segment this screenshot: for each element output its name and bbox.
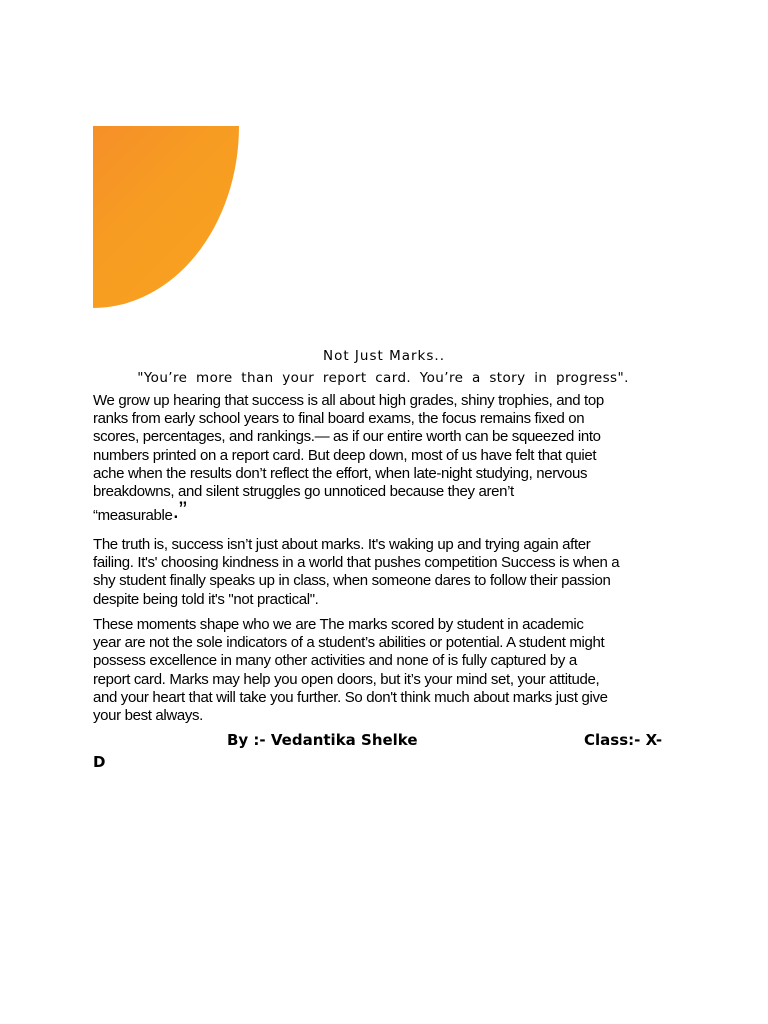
author-name: By :- Vedantika Shelke (227, 731, 418, 749)
article-title: Not Just Marks.. (322, 348, 445, 364)
paragraph-line: These moments shape who we are The marks scored by student in academic (93, 616, 584, 633)
paragraph-line: The truth is, success isn’t just about marks. It's waking up and trying again after (93, 536, 591, 553)
paragraph-line: breakdowns, and silent struggles go unnoticed because they aren’t (93, 483, 514, 501)
closing-quote: .” (172, 497, 187, 525)
paragraph-1 (93, 392, 683, 527)
orange-gradient-shape (93, 126, 239, 308)
paragraph-line: report card. Marks may help you open doors, but it’s your mind set, your attitude, (93, 670, 600, 688)
paragraph-line: and your heart that will take you further. So don't think much about marks just give (93, 688, 608, 706)
paragraph-line: possess excellence in many other activities and none of is fully captured by a (93, 652, 577, 670)
paragraph-last-line (93, 497, 683, 527)
paragraph-line: your best always. (93, 707, 203, 725)
paragraph-line: We grow up hearing that success is all about high grades, shiny trophies, and top (93, 392, 604, 409)
paragraph-line: shy student finally speaks up in class, when someone dares to follow their passion (93, 572, 611, 590)
paragraph-line: year are not the sole indicators of a student’s abilities or potential. A student might (93, 634, 605, 652)
paragraph-line: numbers printed on a report card. But deep down, most of us have felt that quiet (93, 446, 597, 464)
class-label-continuation: D (93, 753, 106, 771)
orange-half-circle-decoration (93, 126, 239, 308)
paragraph-line: ache when the results don’t reflect the effort, when late-night studying, nervous (93, 464, 588, 482)
paragraph-2 (93, 536, 683, 609)
paragraph-line: scores, percentages, and rankings.— as if our entire worth can be squeezed into (93, 428, 601, 446)
paragraph-line: despite being told it's "not practical". (93, 590, 319, 608)
paragraph-line: failing. It's' choosing kindness in a world that pushes competition Success is when a (93, 554, 620, 572)
paragraph-line: ranks from early school years to final board exams, the focus remains fixed on (93, 410, 585, 428)
article-quote: "You’re more than your report card. You’re a story in progress". (137, 370, 629, 386)
paragraph-3 (93, 616, 683, 725)
class-label: Class:- X- (584, 731, 663, 749)
measurable-word: “measurable (93, 507, 173, 525)
